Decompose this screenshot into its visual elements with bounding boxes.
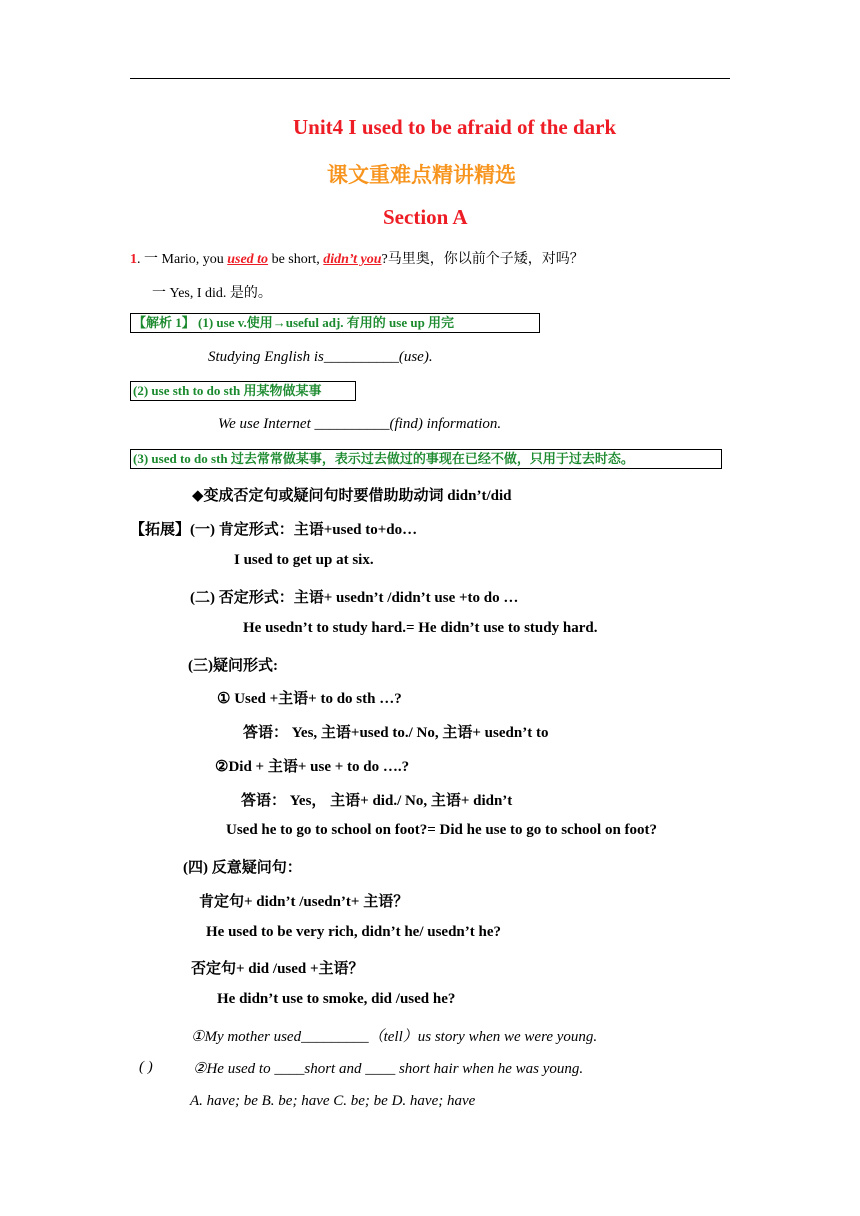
question-example: Used he to go to school on foot?= Did he use to go to school on foot? [226,822,658,838]
analysis-box-2: (2) use sth to do sth 用某物做某事 [130,381,356,401]
answer-paren: ( ) [139,1059,153,1075]
tag-affirmative-rule: 肯定句+ didn’t /usedn’t+ 主语？ [199,894,409,910]
negative-heading: (二) 否定形式：主语+ usedn’t /didn’t use +to do … [190,590,519,606]
expand-heading: 【拓展】(一) 肯定形式：主语+used to+do… [130,522,418,538]
header-rule [130,78,730,79]
question-heading: (三)疑问形式: [188,658,278,674]
item1-reply: 一 Yes, I did. 是的。 [152,286,272,301]
affirmative-example: I used to get up at six. [234,552,374,568]
item1-number: 1 [130,252,137,267]
exercise-find: We use Internet __________(find) information. [218,416,502,432]
exercise-choice: ②He used to ____short and ____ short hair when he was young. [193,1061,584,1077]
choice-options: A. have; be B. be; have C. be; be D. have; have [190,1093,476,1109]
tag-affirmative-example: He used to be very rich, didn’t he/ usedn’t he? [206,924,502,940]
highlight-didnt-you: didn’t you [323,252,382,267]
question-form-2-answer: 答语： Yes， 主语+ did./ No, 主语+ didn’t [241,793,513,809]
tag-negative-rule: 否定句+ did /used +主语？ [191,961,364,977]
tag-negative-example: He didn’t use to smoke, did /used he? [217,991,456,1007]
document-title: Unit4 I used to be afraid of the dark [293,115,617,139]
analysis-box-1: 【解析 1】 (1) use v.使用→useful adj. 有用的 use up 用完 [130,313,540,333]
question-form-1: ① Used +主语+ to do sth …? [217,691,402,707]
exercise-use: Studying English is__________(use). [208,349,433,365]
question-form-1-answer: 答语： Yes, 主语+used to./ No, 主语+ usedn’t to [243,725,549,741]
highlight-used-to: used to [227,252,269,267]
exercise-tell: ①My mother used_________（tell）us story when we were young. [191,1029,598,1045]
negative-example: He usedn’t to study hard.= He didn’t use to study hard. [243,620,598,636]
question-form-2: ②Did + 主语+ use + to do ….? [215,759,410,775]
tag-question-heading: (四) 反意疑问句： [183,860,302,876]
auxiliary-note: ◆变成否定句或疑问句时要借助助动词 didn’t/did [192,488,512,504]
analysis-box-3: (3) used to do sth 过去常常做某事，表示过去做过的事现在已经不做，只用于过去时态。 [130,449,722,469]
document-subtitle: 课文重难点精讲精选 [327,163,516,187]
item1-sentence: 1. 一 Mario, you used to be short, didn’t you?马里奥，你以前个子矮，对吗？ [130,252,584,267]
section-heading: Section A [383,205,468,229]
